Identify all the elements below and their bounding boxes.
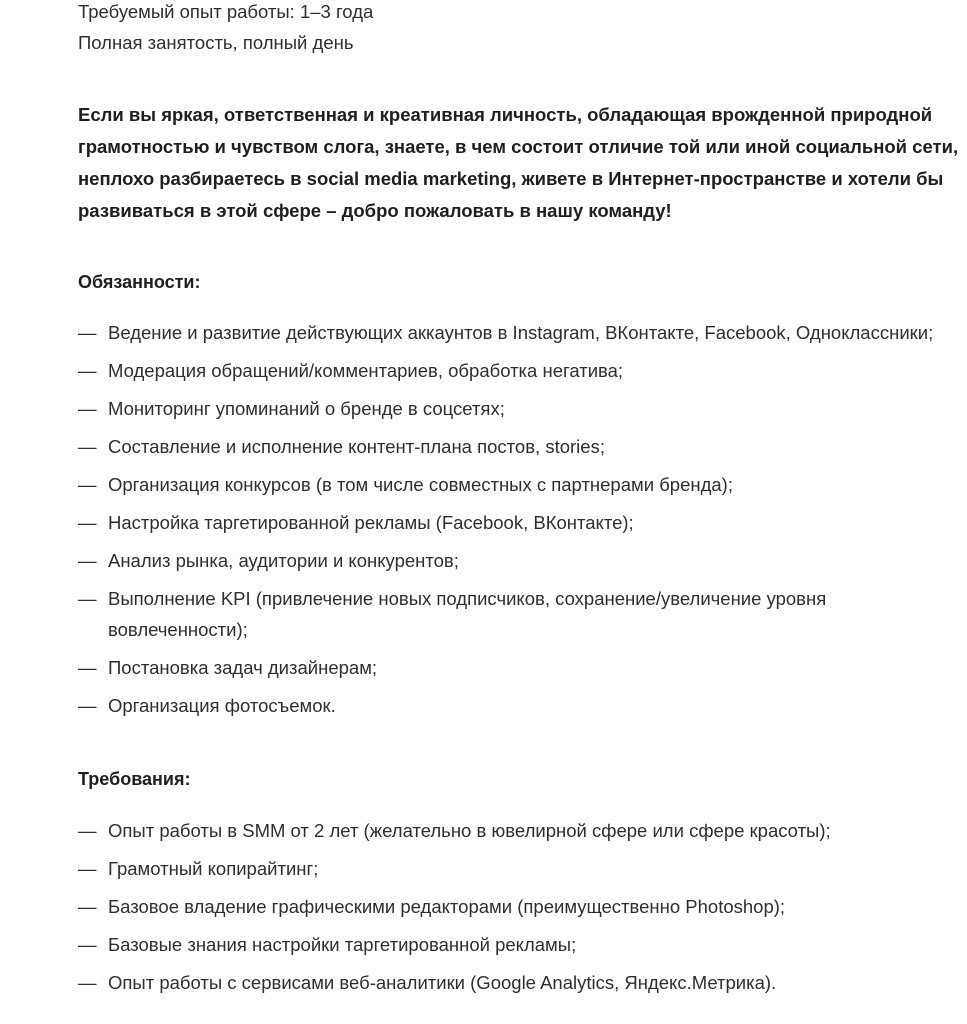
- dash-icon: —: [78, 398, 97, 419]
- list-item-text: Базовые знания настройки таргетированной рекламы;: [108, 934, 577, 955]
- list-item-text: Мониторинг упоминаний о бренде в соцсетях;: [108, 398, 505, 419]
- employment-type-line: Полная занятость, полный день: [78, 32, 354, 53]
- requirements-list: [78, 815, 959, 998]
- list-item-text: Настройка таргетированной рекламы (Facebook, ВКонтакте);: [108, 512, 634, 533]
- list-item: [78, 431, 959, 462]
- list-item: [78, 967, 959, 998]
- dash-icon: —: [78, 972, 97, 993]
- list-item: [78, 690, 959, 721]
- list-item-text: Выполнение KPI (привлечение новых подписчиков, сохранение/увеличение уровня вовлеченности);: [108, 588, 827, 640]
- list-item: [78, 545, 959, 576]
- list-item-text: Организация конкурсов (в том числе совместных с партнерами бренда);: [108, 474, 733, 495]
- dash-icon: —: [78, 474, 97, 495]
- list-item-text: Опыт работы с сервисами веб-аналитики (Google Analytics, Яндекс.Метрика).: [108, 972, 777, 993]
- dash-icon: —: [78, 858, 97, 879]
- list-item-text: Постановка задач дизайнерам;: [108, 657, 378, 678]
- dash-icon: —: [78, 588, 97, 609]
- dash-icon: —: [78, 360, 97, 381]
- list-item-text: Ведение и развитие действующих аккаунтов в Instagram, ВКонтакте, Facebook, Одноклассники;: [108, 322, 934, 343]
- list-item-text: Организация фотосъемок.: [108, 695, 336, 716]
- duties-list: [78, 317, 959, 721]
- list-item-text: Базовое владение графическими редакторами (преимущественно Photoshop);: [108, 896, 786, 917]
- list-item: [78, 317, 959, 348]
- dash-icon: —: [78, 512, 97, 533]
- dash-icon: —: [78, 934, 97, 955]
- list-item: [78, 652, 959, 683]
- employment-info-block: [78, 0, 959, 58]
- list-item: [78, 891, 959, 922]
- list-item: [78, 393, 959, 424]
- list-item: [78, 853, 959, 884]
- list-item: [78, 583, 959, 645]
- duties-heading: Обязанности:: [78, 272, 201, 292]
- dash-icon: —: [78, 896, 97, 917]
- list-item: [78, 355, 959, 386]
- list-item-text: Анализ рынка, аудитории и конкурентов;: [108, 550, 459, 571]
- dash-icon: —: [78, 820, 97, 841]
- list-item: [78, 929, 959, 960]
- list-item-text: Опыт работы в SMM от 2 лет (желательно в ювелирной сфере или сфере красоты);: [108, 820, 831, 841]
- dash-icon: —: [78, 695, 97, 716]
- list-item: [78, 507, 959, 538]
- list-item-text: Грамотный копирайтинг;: [108, 858, 319, 879]
- lead-paragraph: Если вы яркая, ответственная и креативная личность, обладающая врожденной природной грамотностью и чувством слога, знаете, в чем состоит отличие той или иной социальной сети, неплохо разбираетесь в social media marketing, живете в Интернет-пространстве и хотели бы развиваться в этой сфере – добро пожаловать в нашу команду!: [78, 104, 959, 221]
- list-item-text: Модерация обращений/комментариев, обработка негатива;: [108, 360, 624, 381]
- dash-icon: —: [78, 657, 97, 678]
- list-item: [78, 815, 959, 846]
- dash-icon: —: [78, 436, 97, 457]
- dash-icon: —: [78, 550, 97, 571]
- required-experience-line: Требуемый опыт работы: 1–3 года: [78, 1, 374, 22]
- dash-icon: —: [78, 322, 97, 343]
- list-item: [78, 469, 959, 500]
- lead-paragraph-block: [78, 99, 959, 227]
- list-item-text: Составление и исполнение контент-плана постов, stories;: [108, 436, 605, 457]
- requirements-heading: Требования:: [78, 769, 191, 789]
